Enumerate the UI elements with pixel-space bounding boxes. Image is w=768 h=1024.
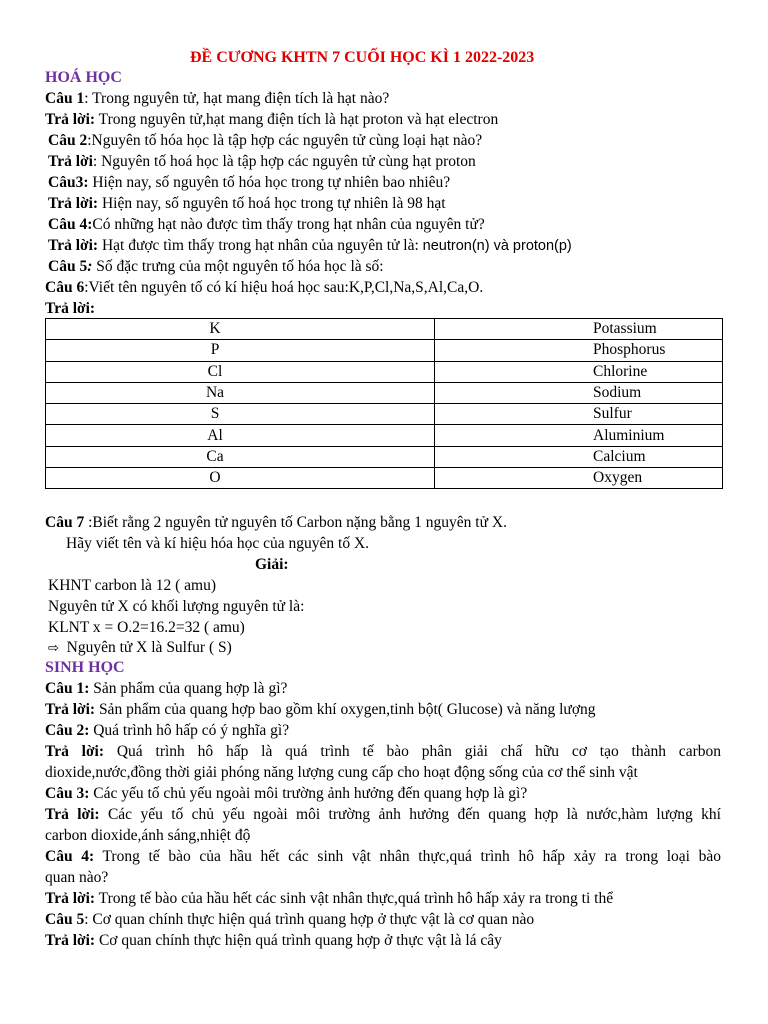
element-symbol-cell: Al [46, 425, 435, 446]
question-text: :Nguyên tố hóa học là tập hợp các nguyên tử cùng loại hạt nào? [87, 132, 483, 149]
question-text: Các yếu tố chủ yếu ngoài môi trường ảnh hưởng đến quang hợp là gì? [89, 785, 528, 802]
bio-question-5 [45, 910, 534, 930]
answer-label: Trả lời [48, 153, 93, 170]
answer-label: Trả lời: [45, 743, 105, 760]
question-text: Quá trình hô hấp có ý nghĩa gì? [89, 722, 290, 739]
table-row [46, 404, 723, 425]
answer-text: Sản phẩm của quang hợp bao gồm khí oxygen,tinh bột( Glucose) và năng lượng [95, 701, 596, 718]
element-symbol-cell: Cl [46, 361, 435, 382]
chem-answer-4 [48, 236, 572, 256]
biology-heading: SINH HỌC [45, 659, 125, 676]
element-symbol-cell: P [46, 340, 435, 361]
question-text: Số đặc trưng của một nguyên tố hóa học là số: [92, 258, 384, 275]
bio-answer-5 [45, 931, 502, 951]
solution-label: Giải: [255, 556, 289, 573]
chem-question-5 [48, 257, 384, 277]
chem-question-3 [48, 173, 450, 193]
question-colon: : [87, 258, 93, 275]
question-label: Câu 1 [45, 90, 85, 107]
chem-question-4 [48, 215, 485, 235]
table-row [46, 446, 723, 467]
answer-text: Cơ quan chính thực hiện quá trình quang hợp ở thực vật là lá cây [95, 932, 502, 949]
question-text: Có những hạt nào được tìm thấy trong hạt nhân của nguyên tử? [92, 216, 485, 233]
table-row [46, 468, 723, 489]
bio-answer-3 [45, 805, 721, 825]
element-name-cell: Sulfur [435, 404, 723, 425]
answer-label: Trả lời: [45, 806, 100, 823]
solution-conclusion: Nguyên tử X là Sulfur ( S) [66, 639, 232, 656]
bio-answer-2-line-2: dioxide,nước,đồng thời giải phóng năng lượng cung cấp cho hoạt động sống của cơ thể sinh vật [45, 764, 638, 781]
answer-label: Trả lời: [45, 701, 96, 718]
chem-question-2 [48, 131, 482, 151]
solution-line-3: KLNT x = O.2=16.2=32 ( amu) [48, 619, 245, 636]
table-row [46, 361, 723, 382]
question-label: Câu 5 [48, 258, 88, 275]
solution-line-2: Nguyên tử X có khối lượng nguyên tử là: [48, 598, 305, 615]
element-name-cell: Sodium [435, 382, 723, 403]
question-text: Sản phẩm của quang hợp là gì? [89, 680, 288, 697]
question-label: Câu 1: [45, 680, 90, 697]
chem-question-7 [45, 513, 507, 533]
element-name-cell: Oxygen [435, 468, 723, 489]
chem-answer-6-label: Trả lời: [45, 300, 96, 317]
answer-label: Trả lời: [45, 932, 96, 949]
question-label: Câu 5 [45, 911, 85, 928]
chem-question-1 [45, 89, 389, 109]
question-label: Câu 2: [45, 722, 90, 739]
element-symbol-cell: S [46, 404, 435, 425]
element-name-cell: Chlorine [435, 361, 723, 382]
element-name-cell: Potassium [435, 319, 723, 340]
answer-label: Trả lời: [45, 111, 96, 128]
answer-text: Hiện nay, số nguyên tố hoá học trong tự nhiên là 98 hạt [98, 195, 446, 212]
question-label: Câu3: [48, 174, 89, 191]
answer-label: Trả lời: [48, 237, 99, 254]
chem-question-7-line-2: Hãy viết tên và kí hiệu hóa học của nguyên tố X. [66, 535, 370, 552]
answer-text: : Nguyên tố hoá học là tập hợp các nguyên tử cùng hạt proton [92, 153, 476, 170]
element-symbol-cell: Na [46, 382, 435, 403]
question-label: Câu 3: [45, 785, 90, 802]
element-symbol-cell: K [46, 319, 435, 340]
bio-answer-2 [45, 742, 721, 762]
chem-answer-3 [48, 194, 446, 214]
arrow-right-icon: ⇨ [48, 641, 59, 656]
question-label: Câu 7 [45, 514, 85, 531]
answer-text: Trong tế bào của hầu hết các sinh vật nhân thực,quá trình hô hấp xảy ra trong ti thể [95, 890, 614, 907]
bio-question-2 [45, 721, 289, 741]
table-row [46, 319, 723, 340]
chemistry-heading: HOÁ HỌC [45, 69, 122, 86]
question-text: :Viết tên nguyên tố có kí hiệu hoá học sau:K,P,Cl,Na,S,Al,Ca,O. [84, 279, 484, 296]
element-symbol-cell: O [46, 468, 435, 489]
question-label: Câu 4: [45, 848, 95, 865]
element-symbol-cell: Ca [46, 446, 435, 467]
answer-label: Trả lời: [48, 195, 99, 212]
answer-label: Trả lời: [45, 890, 96, 907]
table-row [46, 340, 723, 361]
question-label: Câu 2 [48, 132, 88, 149]
element-name-cell: Calcium [435, 446, 723, 467]
solution-line-1: KHNT carbon là 12 ( amu) [48, 577, 217, 594]
solution-line-4 [48, 638, 232, 659]
chem-answer-1 [45, 110, 498, 130]
element-table [45, 318, 723, 489]
chem-answer-2 [48, 152, 476, 172]
document-title: ĐỀ CƯƠNG KHTN 7 CUỐI HỌC KÌ 1 2022-2023 [190, 49, 535, 66]
question-text: :Biết rằng 2 nguyên tử nguyên tố Carbon nặng bằng 1 nguyên tử X. [84, 514, 507, 531]
bio-question-4-line-2: quan nào? [45, 869, 109, 886]
answer-text: Các yếu tố chủ yếu ngoài môi trường ảnh hưởng đến quang hợp là nước,hàm lượng khí [99, 806, 721, 823]
answer-text-particles: neutron(n) và proton(p) [422, 238, 572, 254]
bio-answer-3-line-2: carbon dioxide,ánh sáng,nhiệt độ [45, 827, 251, 844]
element-name-cell: Aluminium [435, 425, 723, 446]
question-text: : Trong nguyên tử, hạt mang điện tích là hạt nào? [84, 90, 390, 107]
bio-answer-1 [45, 700, 596, 720]
question-label: Câu 4: [48, 216, 93, 233]
bio-answer-4 [45, 889, 613, 909]
bio-question-3 [45, 784, 527, 804]
question-text: Hiện nay, số nguyên tố hóa học trong tự nhiên bao nhiêu? [88, 174, 451, 191]
answer-text: Quá trình hô hấp là quá trình tế bào phân giải chấ hữu cơ tạo thành carbon [104, 743, 721, 760]
question-text: Trong tế bào của hầu hết các sinh vật nhân thực,quá trình hô hấp xảy ra trong loại bào [94, 848, 722, 865]
table-row [46, 425, 723, 446]
question-label: Câu 6 [45, 279, 85, 296]
question-text: : Cơ quan chính thực hiện quá trình quang hợp ở thực vật là cơ quan nào [84, 911, 535, 928]
element-name-cell: Phosphorus [435, 340, 723, 361]
chem-question-6 [45, 278, 483, 298]
bio-question-4 [45, 847, 721, 867]
table-row [46, 382, 723, 403]
answer-text: Trong nguyên tử,hạt mang điện tích là hạt proton và hạt electron [95, 111, 499, 128]
answer-text: Hạt được tìm thấy trong hạt nhân của nguyên tử là: [98, 237, 423, 254]
bio-question-1 [45, 679, 287, 699]
